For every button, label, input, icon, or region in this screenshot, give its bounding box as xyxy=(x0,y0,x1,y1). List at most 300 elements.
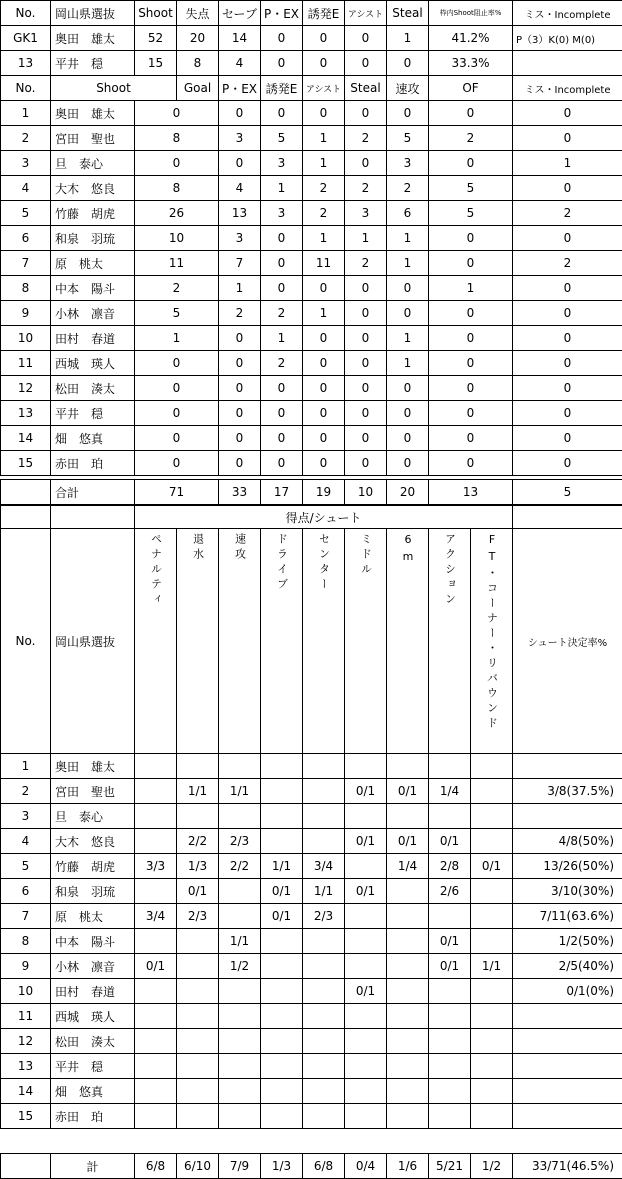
player-name: 旦 泰心 xyxy=(51,151,135,176)
shot-cell xyxy=(135,1079,177,1104)
column-header xyxy=(387,529,429,754)
stat-yuh: 0 xyxy=(303,401,345,426)
player-name: 竹藤 胡虎 xyxy=(51,854,135,879)
shot-cell xyxy=(219,879,261,904)
spacer xyxy=(303,1129,345,1154)
shot-cell xyxy=(345,804,387,829)
column-header xyxy=(261,529,303,754)
stat-pex: 3 xyxy=(261,201,303,226)
shot-cell xyxy=(303,979,345,1004)
stat-goal: 4 xyxy=(219,176,261,201)
player-name: 原 桃太 xyxy=(51,904,135,929)
stat-stl: 6 xyxy=(387,201,429,226)
shot-rate: 1/2(50%) xyxy=(513,929,622,954)
stat-rate: 33.3% xyxy=(429,51,513,76)
player-row xyxy=(1,326,622,351)
column-header: P・EX xyxy=(261,1,303,26)
column-header: No. xyxy=(1,529,51,754)
shot-cell xyxy=(471,804,513,829)
total-shot-cell: 1/6 xyxy=(387,1154,429,1179)
gap-row xyxy=(1,1129,622,1154)
shot-cell xyxy=(177,804,219,829)
stat-pex: 0 xyxy=(261,101,303,126)
total-fb: 13 xyxy=(429,480,513,505)
player-number: 13 xyxy=(1,1054,51,1079)
shot-cell: 0/1 xyxy=(261,904,303,929)
shot-cell xyxy=(429,1079,471,1104)
column-header: Goal xyxy=(177,76,219,101)
shot-cell: 1/2 xyxy=(219,954,261,979)
shot-cell xyxy=(429,804,471,829)
shot-cell xyxy=(345,854,387,879)
shot-cell xyxy=(429,1029,471,1054)
stat-fb: 5 xyxy=(429,176,513,201)
player-number: 15 xyxy=(1,1104,51,1129)
shot-cell xyxy=(345,1029,387,1054)
shot-cell: 1/1 xyxy=(261,854,303,879)
stat-yuh: 0 xyxy=(303,426,345,451)
vertical-header-label: センター xyxy=(315,529,333,593)
stat-of: 0 xyxy=(513,301,622,326)
shot-cell xyxy=(387,1104,429,1129)
player-name: 赤田 珀 xyxy=(51,1104,135,1129)
shot-cell xyxy=(261,954,303,979)
stat-pex: 0 xyxy=(261,251,303,276)
vertical-header-row xyxy=(1,529,622,754)
stat-fb: 0 xyxy=(429,376,513,401)
spacer xyxy=(387,1129,429,1154)
shot-cell: 0/1 xyxy=(345,879,387,904)
shot-cell xyxy=(261,829,303,854)
shot-cell xyxy=(429,754,471,779)
shot-cell: 2/3 xyxy=(303,904,345,929)
blank-cell xyxy=(1,506,51,529)
stat-stl: 1 xyxy=(387,26,429,51)
spacer xyxy=(135,1129,177,1154)
shot-cell xyxy=(345,1054,387,1079)
shot-cell xyxy=(261,1054,303,1079)
shot-cell xyxy=(303,779,345,804)
group-header-row xyxy=(1,506,622,529)
shot-cell: 2/6 xyxy=(429,879,471,904)
shot-cell xyxy=(219,1079,261,1104)
player-name: 宮田 聖也 xyxy=(51,779,135,804)
stat-shoot: 26 xyxy=(135,201,219,226)
stat-shoot: 0 xyxy=(135,351,219,376)
player-name: 畑 悠真 xyxy=(51,1079,135,1104)
spacer xyxy=(471,1129,513,1154)
player-name: 平井 穏 xyxy=(51,51,135,76)
column-header xyxy=(219,529,261,754)
player-row xyxy=(1,451,622,476)
shot-cell xyxy=(471,1104,513,1129)
player-name: 小林 凛音 xyxy=(51,301,135,326)
stat-stl: 1 xyxy=(387,226,429,251)
stat-shoot: 52 xyxy=(135,26,177,51)
shot-cell xyxy=(261,1079,303,1104)
player-name: 奥田 雄太 xyxy=(51,26,135,51)
shot-cell xyxy=(135,1054,177,1079)
stat-fb: 0 xyxy=(429,226,513,251)
shot-cell: 3/3 xyxy=(135,854,177,879)
shot-cell xyxy=(303,754,345,779)
stat-fb: 1 xyxy=(429,276,513,301)
column-header: 速攻 xyxy=(387,76,429,101)
stat-ast: 0 xyxy=(345,301,387,326)
shot-cell xyxy=(135,829,177,854)
stat-goal: 3 xyxy=(219,226,261,251)
stat-ast: 2 xyxy=(345,251,387,276)
shot-breakdown-table xyxy=(0,505,622,1179)
shot-cell xyxy=(471,779,513,804)
player-row xyxy=(1,201,622,226)
stat-of: 0 xyxy=(513,451,622,476)
player-number: 14 xyxy=(1,1079,51,1104)
stat-goal: 0 xyxy=(219,426,261,451)
stat-ast: 2 xyxy=(345,176,387,201)
player-name: 旦 泰心 xyxy=(51,804,135,829)
stat-ast: 1 xyxy=(345,226,387,251)
stat-shoot: 15 xyxy=(135,51,177,76)
shot-cell xyxy=(429,1004,471,1029)
shot-cell xyxy=(471,929,513,954)
player-name: 原 桃太 xyxy=(51,251,135,276)
column-header: Shoot xyxy=(51,76,177,101)
stat-yuh: 0 xyxy=(303,326,345,351)
stat-fb: 0 xyxy=(429,101,513,126)
player-name: 和泉 羽琉 xyxy=(51,879,135,904)
shot-row xyxy=(1,829,622,854)
total-ast: 10 xyxy=(345,480,387,505)
total-label: 計 xyxy=(51,1154,135,1179)
shot-cell xyxy=(429,1054,471,1079)
shot-rate: 7/11(63.6%) xyxy=(513,904,622,929)
shot-cell xyxy=(177,954,219,979)
stat-ast: 0 xyxy=(345,451,387,476)
stat-shoot: 2 xyxy=(135,276,219,301)
shot-cell xyxy=(219,1004,261,1029)
player-row xyxy=(1,226,622,251)
player-number: 11 xyxy=(1,1004,51,1029)
shot-cell xyxy=(261,779,303,804)
spacer xyxy=(51,1129,135,1154)
player-row xyxy=(1,276,622,301)
blank-cell xyxy=(513,506,622,529)
player-name: 竹藤 胡虎 xyxy=(51,201,135,226)
shot-rate: 2/5(40%) xyxy=(513,954,622,979)
shot-cell xyxy=(471,1029,513,1054)
miss-incomplete: P（3）K(0) M(0) xyxy=(513,26,622,51)
total-stl: 20 xyxy=(387,480,429,505)
player-name: 中本 陽斗 xyxy=(51,276,135,301)
stat-pex: 0 xyxy=(261,26,303,51)
shot-cell xyxy=(429,904,471,929)
stat-goal: 2 xyxy=(219,301,261,326)
goalkeeper-header-row xyxy=(1,1,622,26)
stat-yuh: 1 xyxy=(303,126,345,151)
spacer xyxy=(1,1129,51,1154)
stat-shoot: 0 xyxy=(135,451,219,476)
shot-rate xyxy=(513,1079,622,1104)
stat-pex: 5 xyxy=(261,126,303,151)
total-shot-cell: 6/8 xyxy=(135,1154,177,1179)
column-header: Steal xyxy=(387,1,429,26)
shot-cell xyxy=(177,979,219,1004)
shot-cell xyxy=(135,979,177,1004)
player-row xyxy=(1,426,622,451)
player-number: 8 xyxy=(1,929,51,954)
player-number: 5 xyxy=(1,201,51,226)
shot-cell xyxy=(345,929,387,954)
player-name: 大木 悠良 xyxy=(51,176,135,201)
player-name: 和泉 羽琉 xyxy=(51,226,135,251)
column-header xyxy=(345,529,387,754)
player-number: 4 xyxy=(1,176,51,201)
player-row xyxy=(1,376,622,401)
column-header xyxy=(471,529,513,754)
shot-cell xyxy=(135,754,177,779)
player-name: 平井 穏 xyxy=(51,401,135,426)
stat-fb: 0 xyxy=(429,451,513,476)
stat-yuh: 0 xyxy=(303,376,345,401)
player-name: 平井 穏 xyxy=(51,1054,135,1079)
stat-ast: 0 xyxy=(345,151,387,176)
stat-pex: 0 xyxy=(261,376,303,401)
shot-cell xyxy=(303,929,345,954)
column-header: P・EX xyxy=(219,76,261,101)
shot-rate xyxy=(513,1029,622,1054)
stat-ast: 0 xyxy=(345,101,387,126)
shot-cell xyxy=(345,754,387,779)
vertical-header-label: ミドル xyxy=(357,529,375,578)
player-name: 松田 湊太 xyxy=(51,376,135,401)
stat-fb: 0 xyxy=(429,251,513,276)
stat-ast: 0 xyxy=(345,26,387,51)
player-row xyxy=(1,151,622,176)
stat-fb: 2 xyxy=(429,126,513,151)
column-header: ミス・Incomplete xyxy=(513,1,622,26)
stat-yuh: 0 xyxy=(303,451,345,476)
stat-fb: 0 xyxy=(429,326,513,351)
shot-cell xyxy=(345,1104,387,1129)
player-number: 7 xyxy=(1,904,51,929)
shot-cell: 2/2 xyxy=(177,829,219,854)
shot-cell: 0/1 xyxy=(345,979,387,1004)
player-number: 6 xyxy=(1,879,51,904)
stat-stl: 5 xyxy=(387,126,429,151)
shot-cell xyxy=(261,979,303,1004)
stat-goal: 3 xyxy=(219,126,261,151)
shot-row xyxy=(1,904,622,929)
shot-row xyxy=(1,929,622,954)
player-number: 2 xyxy=(1,126,51,151)
stat-shoot: 5 xyxy=(135,301,219,326)
player-name: 田村 春道 xyxy=(51,326,135,351)
column-header: 枠内Shoot阻止率% xyxy=(429,1,513,26)
player-number: 9 xyxy=(1,301,51,326)
shot-cell xyxy=(177,1054,219,1079)
stat-save: 4 xyxy=(219,51,261,76)
stat-ast: 3 xyxy=(345,201,387,226)
stat-pex: 0 xyxy=(261,426,303,451)
stat-of: 0 xyxy=(513,176,622,201)
shot-cell: 2/2 xyxy=(219,854,261,879)
column-header: 失点 xyxy=(177,1,219,26)
stat-pex: 0 xyxy=(261,51,303,76)
total-shot-cell: 6/10 xyxy=(177,1154,219,1179)
stat-pex: 1 xyxy=(261,176,303,201)
shot-cell xyxy=(135,804,177,829)
stat-ast: 0 xyxy=(345,376,387,401)
column-header xyxy=(177,529,219,754)
column-header: 誘発E xyxy=(261,76,303,101)
stat-stl: 0 xyxy=(387,376,429,401)
shot-cell xyxy=(303,1079,345,1104)
shot-rate xyxy=(513,804,622,829)
column-header: ミス・Incomplete xyxy=(513,76,622,101)
shot-rate: 0/1(0%) xyxy=(513,979,622,1004)
shot-cell xyxy=(261,1004,303,1029)
stat-goal: 0 xyxy=(219,401,261,426)
total-shot-cell: 1/3 xyxy=(261,1154,303,1179)
stat-stl: 1 xyxy=(387,326,429,351)
player-row xyxy=(1,301,622,326)
shot-cell: 1/4 xyxy=(387,854,429,879)
shot-row xyxy=(1,1079,622,1104)
player-number: 12 xyxy=(1,1029,51,1054)
shot-rate xyxy=(513,1004,622,1029)
shot-cell xyxy=(261,804,303,829)
stat-of: 0 xyxy=(513,101,622,126)
player-row xyxy=(1,401,622,426)
shot-cell xyxy=(261,929,303,954)
stat-pex: 2 xyxy=(261,301,303,326)
column-header: Steal xyxy=(345,76,387,101)
total-shot-cell: 7/9 xyxy=(219,1154,261,1179)
shot-cell xyxy=(219,754,261,779)
column-header xyxy=(429,529,471,754)
spacer xyxy=(219,1129,261,1154)
shot-cell xyxy=(303,1054,345,1079)
goalkeeper-row xyxy=(1,26,622,51)
shot-cell xyxy=(471,1079,513,1104)
stat-stl: 0 xyxy=(387,101,429,126)
team-name: 岡山県選抜 xyxy=(51,529,135,754)
shot-row xyxy=(1,954,622,979)
total-shoot: 71 xyxy=(135,480,219,505)
stat-pex: 2 xyxy=(261,351,303,376)
shot-cell xyxy=(471,1054,513,1079)
shot-cell: 0/1 xyxy=(345,829,387,854)
shot-cell: 3/4 xyxy=(135,904,177,929)
total-shot-cell: 5/21 xyxy=(429,1154,471,1179)
stat-goal: 0 xyxy=(219,376,261,401)
shot-cell: 1/1 xyxy=(219,779,261,804)
player-number: 8 xyxy=(1,276,51,301)
column-header: 岡山県選抜 xyxy=(51,1,135,26)
stat-ast: 0 xyxy=(345,276,387,301)
stat-shoot: 0 xyxy=(135,401,219,426)
player-number: 9 xyxy=(1,954,51,979)
stat-ast: 0 xyxy=(345,51,387,76)
total-blank xyxy=(1,480,51,505)
shot-cell xyxy=(261,1104,303,1129)
spacer xyxy=(261,1129,303,1154)
shot-cell: 0/1 xyxy=(135,954,177,979)
stat-of: 0 xyxy=(513,401,622,426)
stat-of: 2 xyxy=(513,201,622,226)
player-number: GK1 xyxy=(1,26,51,51)
shot-rate xyxy=(513,1054,622,1079)
shot-cell xyxy=(303,954,345,979)
player-number: 7 xyxy=(1,251,51,276)
shot-cell: 1/1 xyxy=(471,954,513,979)
stat-stl: 2 xyxy=(387,176,429,201)
shot-cell xyxy=(177,1104,219,1129)
stat-yuh: 1 xyxy=(303,301,345,326)
stat-fb: 0 xyxy=(429,351,513,376)
column-header: アシスト xyxy=(303,76,345,101)
player-name: 畑 悠真 xyxy=(51,426,135,451)
shot-row xyxy=(1,804,622,829)
player-row xyxy=(1,351,622,376)
stat-goal: 1 xyxy=(219,276,261,301)
vertical-header-label: 6m xyxy=(399,529,417,567)
player-name: 西城 瑛人 xyxy=(51,351,135,376)
shot-cell xyxy=(135,1004,177,1029)
shot-cell: 0/1 xyxy=(345,779,387,804)
player-name: 田村 春道 xyxy=(51,979,135,1004)
player-row xyxy=(1,101,622,126)
shot-cell: 2/3 xyxy=(219,829,261,854)
shot-cell: 0/1 xyxy=(387,829,429,854)
stat-shoot: 1 xyxy=(135,326,219,351)
player-row xyxy=(1,126,622,151)
shot-cell: 1/1 xyxy=(303,879,345,904)
shot-cell xyxy=(135,1104,177,1129)
stat-yuh: 0 xyxy=(303,101,345,126)
stat-of: 0 xyxy=(513,276,622,301)
total-shot-cell: 6/8 xyxy=(303,1154,345,1179)
total-goal: 33 xyxy=(219,480,261,505)
shot-row xyxy=(1,1029,622,1054)
total-label: 合計 xyxy=(51,480,135,505)
player-number: 13 xyxy=(1,51,51,76)
stat-shoot: 0 xyxy=(135,101,219,126)
total-of: 5 xyxy=(513,480,622,505)
stat-conc: 20 xyxy=(177,26,219,51)
shot-cell: 1/3 xyxy=(177,854,219,879)
shot-cell xyxy=(177,1079,219,1104)
shot-cell xyxy=(345,954,387,979)
total-pex: 17 xyxy=(261,480,303,505)
shot-cell xyxy=(387,979,429,1004)
stat-goal: 0 xyxy=(219,326,261,351)
player-number: 10 xyxy=(1,979,51,1004)
stat-conc: 8 xyxy=(177,51,219,76)
player-number: 5 xyxy=(1,854,51,879)
total-rate: 33/71(46.5%) xyxy=(513,1154,622,1179)
shot-cell: 0/1 xyxy=(429,954,471,979)
player-name: 宮田 聖也 xyxy=(51,126,135,151)
stat-ast: 2 xyxy=(345,126,387,151)
shot-cell: 1/4 xyxy=(429,779,471,804)
stat-stl: 0 xyxy=(387,301,429,326)
shot-cell xyxy=(303,1004,345,1029)
stat-stl: 3 xyxy=(387,151,429,176)
shot-cell xyxy=(471,979,513,1004)
column-header: アシスト xyxy=(345,1,387,26)
